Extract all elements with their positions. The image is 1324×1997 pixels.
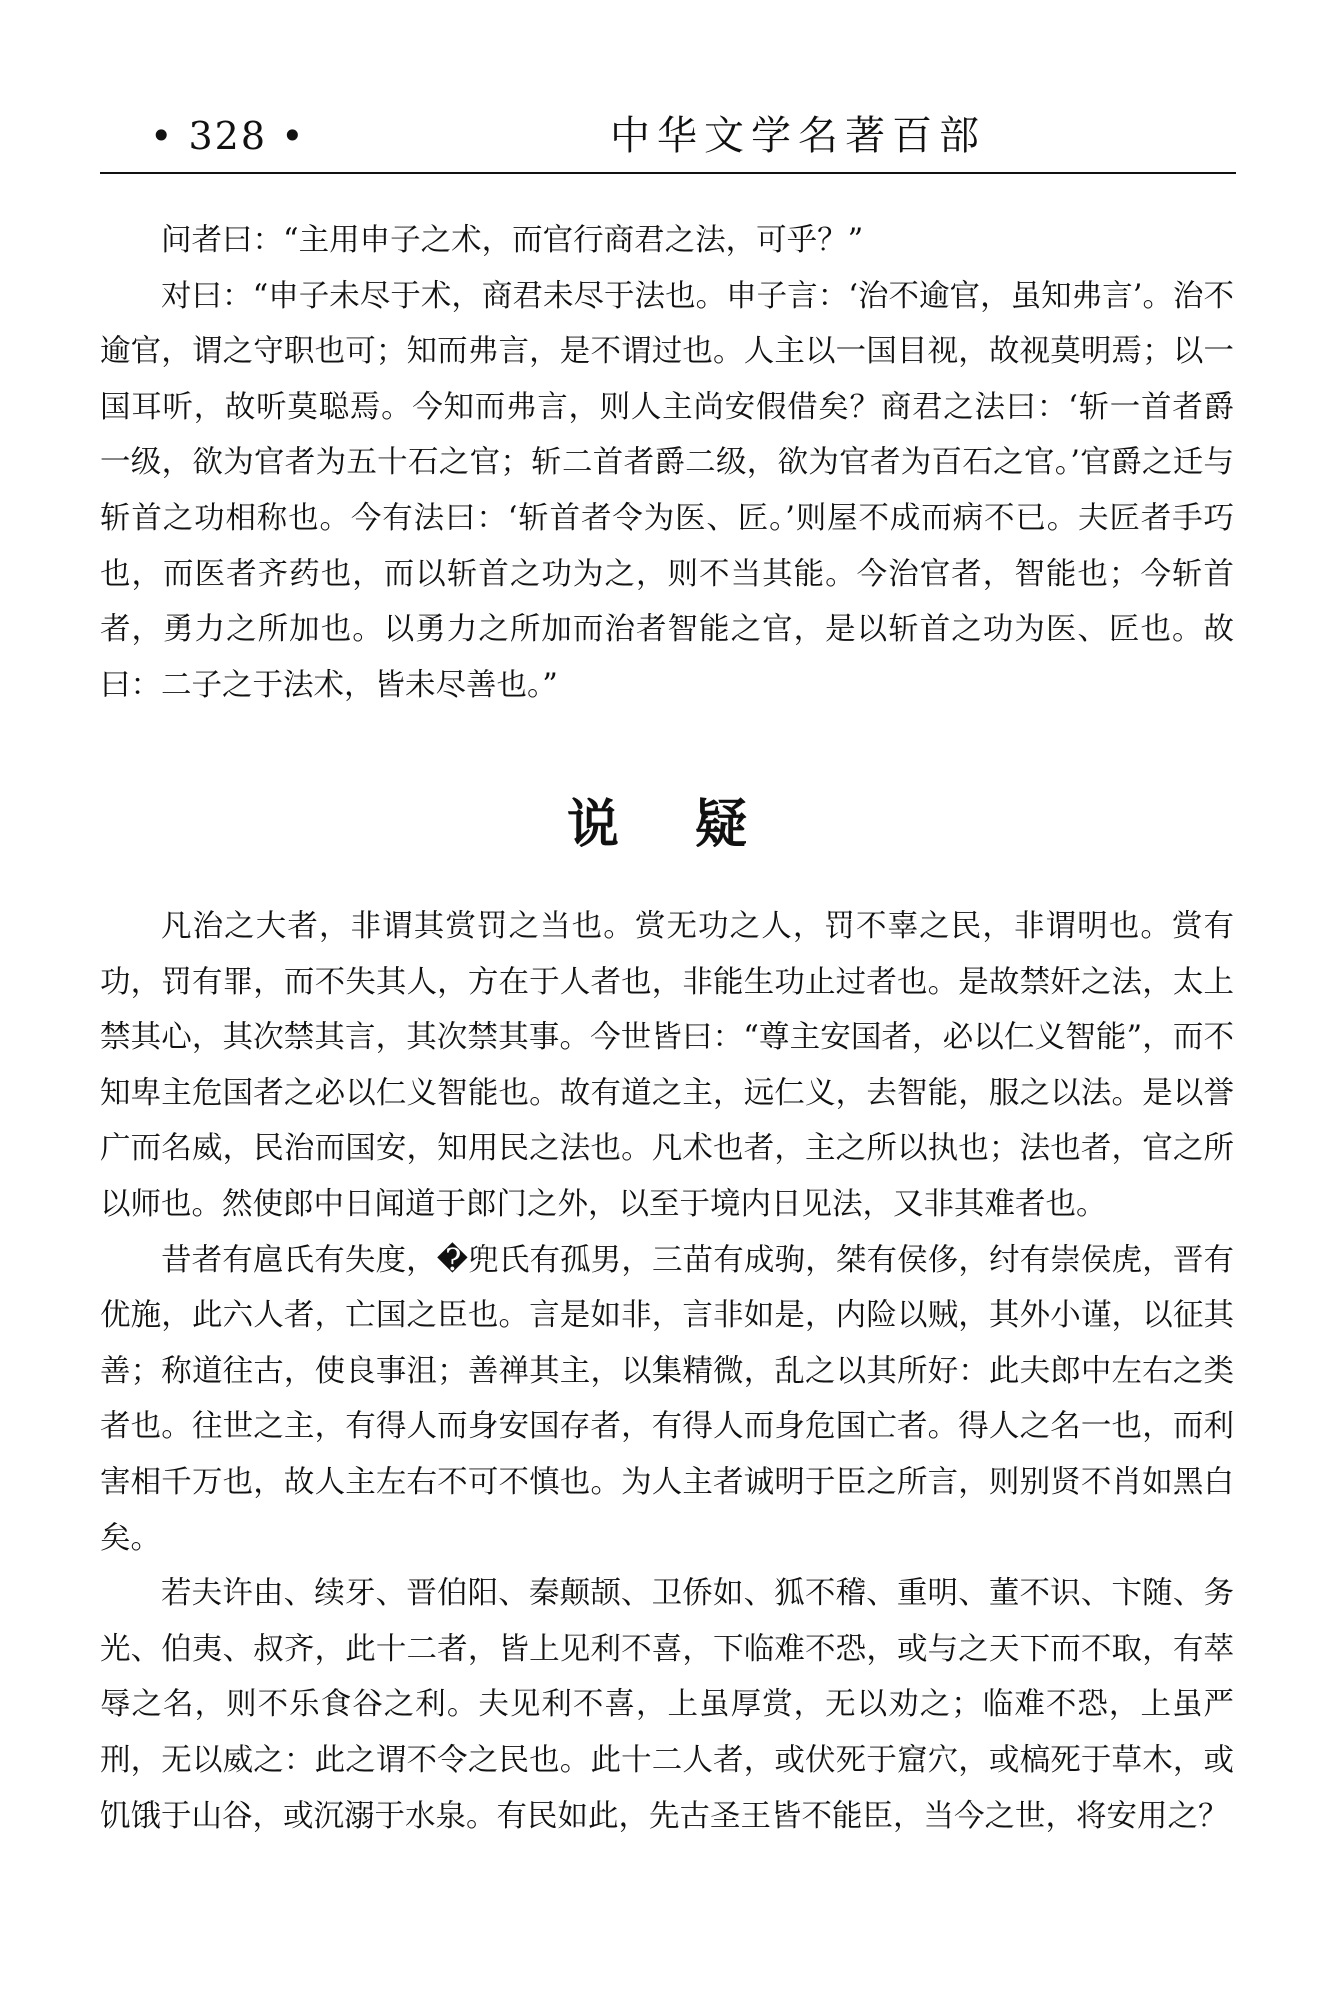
paragraph: 昔者有扈氏有失度，�兜氏有孤男，三苗有成驹，桀有侯侈，纣有崇侯虎，晋有优施，此六人者，亡国之臣也。言是如非，言非如是，内险以贼，其外小谨，以征其善；称道往古，使良事沮；善禅其主，以集精微，乱之以其所好：此夫郎中左右之类者也。往世之主，有得人而身安国存者，有得人而身危国亡者。得人之名一也，而利害相千万也，故人主左右不可不慎也。为人主者诚明于臣之所言，则别贤不肖如黑白矣。 [100,1242,1234,1556]
page-header [100,112,1236,170]
section-title-char: 说 [566,795,629,855]
page-number: • 328 • [150,114,306,158]
top-text-block [100,213,1234,713]
paragraph: 凡治之大者，非谓其赏罚之当也。赏无功之人，罚不辜之民，非谓明也。赏有功，罚有罪，而不失其人，方在于人者也，非能生功止过者也。是故禁奸之法，太上禁其心，其次禁其言，其次禁其事。今世皆曰：“尊主安国者，必以仁义智能”，而不知卑主危国者之必以仁义智能也。故有道之主，远仁义，去智能，服之以法。是以誉广而名威，民治而国安，知用民之法也。凡术也者，主之所以执也；法也者，官之所以师也。然使郎中日闻道于郎门之外，以至于境内日见法，又非其难者也。 [100,909,1234,1222]
section-title-char: 疑 [695,795,758,855]
paragraph: 对曰：“申子未尽于术，商君未尽于法也。申子言：‘治不逾官，虽知弗言’。治不逾官，谓之守职也可；知而弗言，是不谓过也。人主以一国目视，故视莫明焉；以一国耳听，故听莫聪焉。今知而弗言，则人主尚安假借矣？商君之法曰：‘斩一首者爵一级，欲为官者为五十石之官；斩二首者爵二级，欲为官者为百石之官。’官爵之迁与斩首之功相称也。今有法曰：‘斩首者令为医、匠。’则屋不成而病不已。夫匠者手巧也，而医者齐药也，而以斩首之功为之，则不当其能。今治官者，智能也；今斩首者，勇力之所加也。以勇力之所加而治者智能之官，是以斩首之功为医、匠也。故曰：二子之于法术，皆未尽善也。” [100,278,1234,703]
running-title: 中华文学名著百部 [610,113,986,159]
main-text-block [100,899,1234,1844]
paragraph: 问者曰：“主用申子之术，而官行商君之法，可乎？” [161,223,864,258]
header-rule [100,172,1236,174]
paragraph: 若夫许由、续牙、晋伯阳、秦颠颉、卫侨如、狐不稽、重明、董不识、卞随、务光、伯夷、叔齐，此十二者，皆上见利不喜，下临难不恐，或与之天下而不取，有萃辱之名，则不乐食谷之利。夫见利不喜，上虽厚赏，无以劝之；临难不恐，上虽严刑，无以威之：此之谓不令之民也。此十二人者，或伏死于窟穴，或槁死于草木，或饥饿于山谷，或沉溺于水泉。有民如此，先古圣王皆不能臣，当今之世，将安用之？ [100,1576,1234,1834]
section-title [0,790,1324,860]
